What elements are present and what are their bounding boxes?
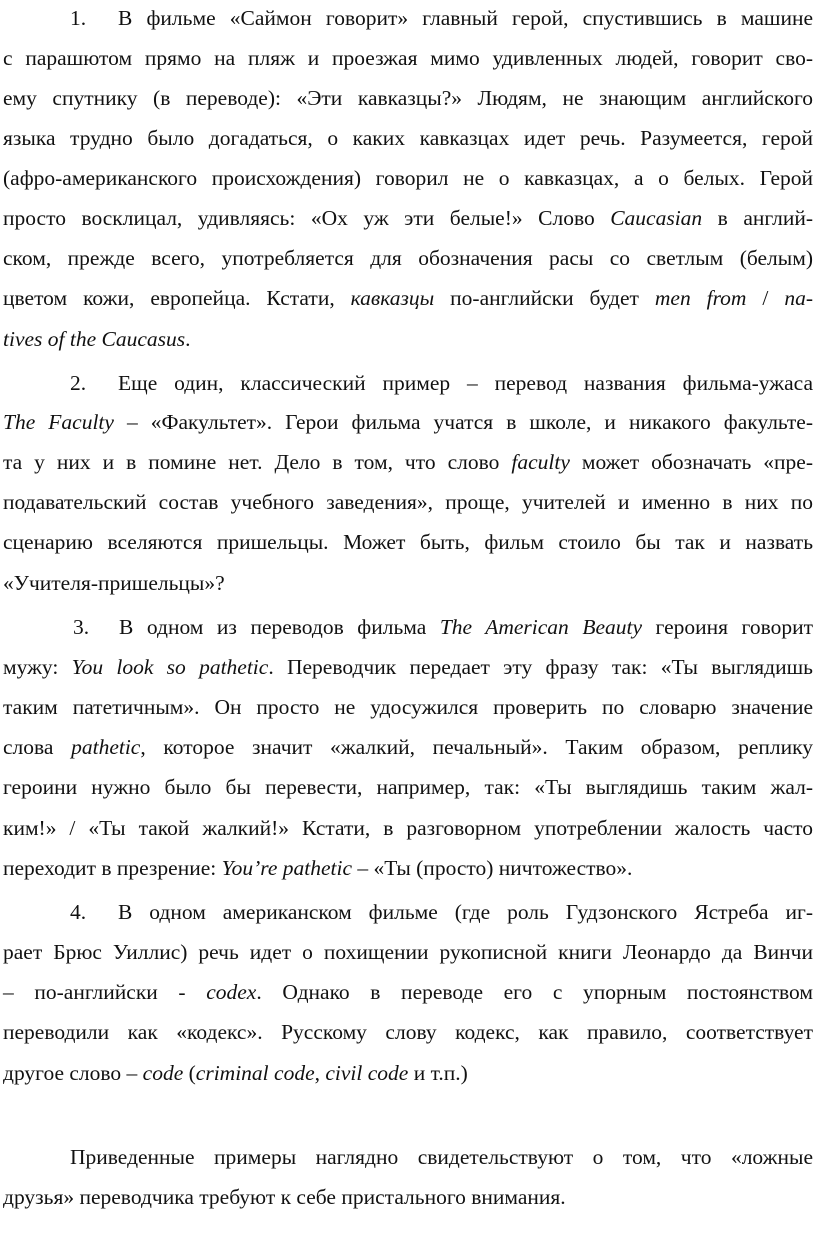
text-segment: «Учителя-пришельцы»? — [3, 571, 225, 595]
text-segment: кавказцы — [350, 286, 435, 310]
text-segment: , которое значит «жалкий, печальный». Таким образом, реплику — [140, 735, 814, 759]
text-segment: таким патетичным». Он просто не удосужился проверить по словарю значение — [3, 695, 813, 719]
paragraph-3-number: 3. — [73, 615, 90, 639]
text-segment: Приведенные примеры наглядно свидетельствуют о том, что «ложные — [70, 1145, 813, 1169]
text-segment: – «Ты (просто) ничтожество». — [352, 856, 633, 880]
paragraph-2-line-5 — [3, 520, 813, 564]
paragraph-4-line-3 — [3, 970, 813, 1014]
text-segment: В фильме «Саймон говорит» главный герой, спустившись в машине — [118, 6, 813, 30]
paragraph-2-line-4 — [3, 480, 813, 524]
text-segment: The American Beauty — [439, 615, 643, 639]
text-segment: переходит в презрение: — [3, 856, 222, 880]
conclusion-line-2 — [3, 1175, 813, 1219]
text-segment: . Однако в переводе его с упорным постоянством — [256, 980, 813, 1004]
text-segment: другое слово – — [3, 1061, 143, 1085]
text-segment: В одном из переводов фильма — [119, 615, 440, 639]
paragraph-4-line-1 — [70, 890, 813, 934]
paragraph-2-line-6 — [3, 561, 813, 605]
paragraph-1-line-7 — [3, 236, 813, 280]
text-segment: в англий- — [702, 206, 814, 230]
text-segment: переводили как «кодекс». Русскому слову кодекс, как правило, соответствует — [3, 1020, 813, 1044]
paragraph-3-line-6 — [3, 806, 813, 850]
text-segment: просто восклицал, удивляясь: «Ох уж эти белые!» Слово — [3, 206, 611, 230]
text-segment: героини нужно было бы перевести, например, так: «Ты выглядишь таким жал- — [3, 775, 813, 799]
text-segment: tives of the Caucasus — [3, 327, 186, 351]
text-segment: – «Факультет». Герои фильма учатся в школе, и никакого факульте- — [113, 410, 814, 434]
paragraph-1-line-6 — [3, 196, 813, 240]
text-segment: слова — [3, 735, 72, 759]
paragraph-2-line-3 — [3, 440, 813, 484]
text-segment: Еще один, классический пример – перевод названия фильма-ужаса — [118, 371, 813, 395]
text-segment: codex — [206, 980, 257, 1004]
text-segment: code — [142, 1061, 184, 1085]
text-segment: языка трудно было догадаться, о каких кавказцах идет речь. Разумеется, герой — [3, 126, 813, 150]
paragraph-4-number: 4. — [70, 900, 87, 924]
paragraph-4-line-2 — [3, 930, 813, 974]
text-segment: по-английски будет — [434, 286, 655, 310]
paragraph-3-line-3 — [3, 685, 813, 729]
text-segment: сценарию вселяются пришельцы. Может быть, фильм стоило бы так и назвать — [3, 530, 813, 554]
paragraph-3-line-4 — [3, 725, 813, 769]
text-segment: цветом кожи, европейца. Кстати, — [3, 286, 351, 310]
text-segment: ким!» / «Ты такой жалкий!» Кстати, в разговорном употреблении жалость часто — [3, 816, 813, 840]
paragraph-3-line-5 — [3, 765, 813, 809]
text-segment: faculty — [511, 450, 570, 474]
text-segment: men from — [654, 286, 747, 310]
text-segment: подавательский состав учебного заведения», проще, учителей и именно в них по — [3, 490, 813, 514]
paragraph-2-line-1 — [70, 361, 813, 405]
text-segment: ( — [183, 1061, 196, 1085]
conclusion-line-1 — [70, 1135, 813, 1179]
text-segment: В одном американском фильме (где роль Гудзонского Ястреба иг- — [118, 900, 813, 924]
text-segment: друзья» переводчика требуют к себе пристального внимания. — [3, 1185, 566, 1209]
text-segment: с парашютом прямо на пляж и проезжая мимо удивленных людей, говорит сво- — [3, 46, 813, 70]
text-segment: та у них и в помине нет. Дело в том, что слово — [3, 450, 512, 474]
text-segment: может обозначать «пре- — [569, 450, 813, 474]
text-segment: You look so pathetic — [71, 655, 269, 679]
paragraph-1-line-1 — [70, 0, 813, 40]
paragraph-4-line-5 — [3, 1051, 813, 1095]
paragraph-1-number: 1. — [70, 6, 87, 30]
text-segment: . — [185, 327, 191, 351]
paragraph-2-number: 2. — [70, 371, 87, 395]
text-segment: pathetic — [71, 735, 141, 759]
paragraph-3-line-7 — [3, 846, 813, 890]
text-segment: criminal code — [195, 1061, 315, 1085]
paragraph-3-line-1 — [73, 605, 813, 649]
text-segment: и т.п.) — [408, 1061, 468, 1085]
paragraph-1-line-5 — [3, 156, 813, 200]
paragraph-1-line-3 — [3, 76, 813, 120]
text-segment: рает Брюс Уиллис) речь идет о похищении рукописной книги Леонардо да Винчи — [3, 940, 813, 964]
text-segment: You’re pathetic — [221, 856, 353, 880]
text-segment: / — [746, 286, 785, 310]
text-segment: The Faculty — [3, 410, 114, 434]
paragraph-4-line-4 — [3, 1010, 813, 1054]
paragraph-1-line-2 — [3, 36, 813, 80]
text-segment: мужу: — [3, 655, 72, 679]
paragraph-1-line-9 — [3, 317, 813, 361]
text-segment: na- — [784, 286, 813, 310]
text-segment: ему спутнику (в переводе): «Эти кавказцы?» Людям, не знающим английского — [3, 86, 813, 110]
text-segment: civil code — [325, 1061, 409, 1085]
text-segment: . Переводчик передает эту фразу так: «Ты выглядишь — [268, 655, 813, 679]
paragraph-3-line-2 — [3, 645, 813, 689]
text-segment: – по-английски - — [3, 980, 207, 1004]
text-segment: , — [314, 1061, 326, 1085]
paragraph-1-line-4 — [3, 116, 813, 160]
text-segment: Caucasian — [610, 206, 703, 230]
paragraph-2-line-2 — [3, 400, 813, 444]
text-segment: героиня говорит — [642, 615, 813, 639]
text-segment: (афро-американского происхождения) говорил не о кавказцах, а о белых. Герой — [3, 166, 813, 190]
text-segment: ском, прежде всего, употребляется для обозначения расы со светлым (белым) — [3, 246, 813, 270]
paragraph-1-line-8 — [3, 276, 813, 320]
